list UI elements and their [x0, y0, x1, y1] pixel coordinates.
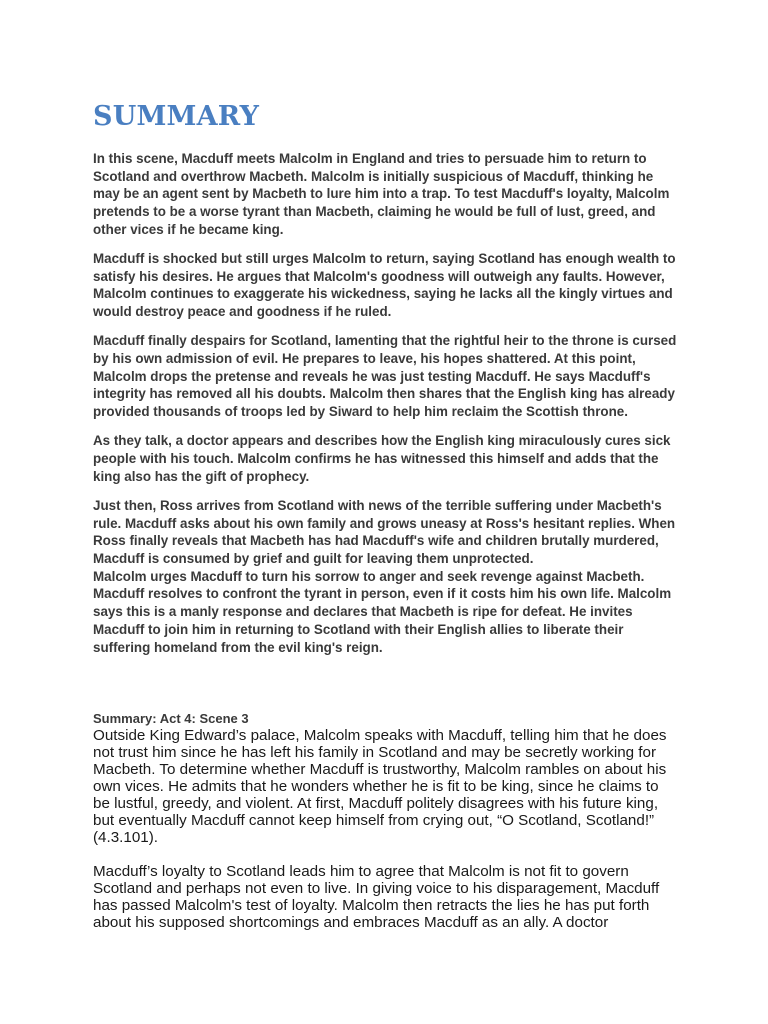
- summary-body: [93, 150, 678, 668]
- summary-paragraph: In this scene, Macduff meets Malcolm in England and tries to persuade him to return to Scotland and overthrow Macbeth. Malcolm is initially suspicious of Macduff, thinking he may be an agent sent by Macbeth to lure him into a trap. To test Macduff's loyalty, Malcolm pretends to be a worse tyrant than Macbeth, claiming he would be full of lust, greed, and other vices if he became king.: [93, 151, 670, 237]
- summary-paragraph: Macduff finally despairs for Scotland, lamenting that the rightful heir to the throne is cursed by his own admission of evil. He prepares to leave, his hopes shattered. At this point, Malcolm drops the pretense and reveals he was just testing Macduff. He says Macduff's integrity has removed all his doubts. Malcolm then shares that the English king has already provided thousands of troops led by Siward to help him reclaim the Scottish throne.: [93, 333, 677, 420]
- scene-body: [93, 727, 678, 948]
- summary-paragraph: Malcolm urges Macduff to turn his sorrow to anger and seek revenge against Macbeth. Macduff resolves to confront the tyrant in person, even if it costs him his own life. Malcolm says this is a manly response and declares that Macbeth is ripe for defeat. He invites Macduff to join him in returning to Scotland with their English allies to liberate their suffering homeland from the evil king's reign.: [93, 568, 672, 655]
- scene-paragraph: Outside King Edward’s palace, Malcolm speaks with Macduff, telling him that he does not trust him since he has left his family in Scotland and may be secretly working for Macbeth. To determine whether Macduff is trustworthy, Malcolm rambles on about his own vices. He admits that he wonders whether he is fit to be king, since he claims to be lustful, greedy, and violent. At first, Macduff politely disagrees with his future king, but eventually Macduff cannot keep himself from crying out, “O Scotland, Scotland!” (4.3.101).: [93, 727, 667, 846]
- section-subheading: Summary: Act 4: Scene 3: [93, 711, 249, 726]
- scene-paragraph: Macduff’s loyalty to Scotland leads him to agree that Malcolm is not fit to govern Scotland and perhaps not even to live. In giving voice to his disparagement, Macduff has passed Malcolm's test of loyalty. Malcolm then retracts the lies he has put forth about his supposed shortcomings and embraces Macduff as an ally. A doctor: [93, 863, 660, 931]
- summary-paragraph: Just then, Ross arrives from Scotland with news of the terrible suffering under Macbeth's rule. Macduff asks about his own family and grows uneasy at Ross's hesitant replies. When Ross finally reveals that Macbeth has had Macduff's wife and children brutally murdered, Macduff is consumed by grief and guilt for leaving them unprotected.: [93, 497, 676, 567]
- page-title: SUMMARY: [93, 101, 260, 132]
- summary-paragraph: As they talk, a doctor appears and describes how the English king miraculously cures sick people with his touch. Malcolm confirms he has witnessed this himself and adds that the king also has the gift of prophecy.: [93, 433, 671, 484]
- summary-paragraph: Macduff is shocked but still urges Malcolm to return, saying Scotland has enough wealth to satisfy his desires. He argues that Malcolm's goodness will outweigh any faults. However, Malcolm continues to exaggerate his wickedness, saying he lacks all the kingly virtues and would destroy peace and goodness if he ruled.: [93, 251, 676, 320]
